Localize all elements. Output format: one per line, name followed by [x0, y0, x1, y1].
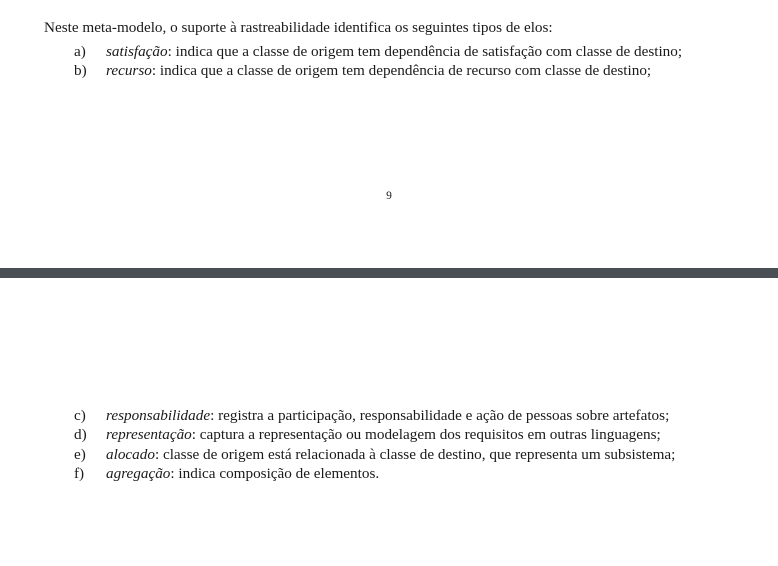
- list-item: [44, 61, 744, 80]
- list-item-term: recurso: [106, 62, 152, 80]
- list-item-text: [106, 425, 744, 444]
- list-item-term: responsabilidade: [106, 407, 211, 424]
- list-item-text: [106, 61, 744, 80]
- list-item-marker: b): [74, 62, 87, 80]
- document-page-top: [0, 0, 778, 268]
- intro-paragraph: Neste meta-modelo, o suporte à rastreabilidade identifica os seguintes tipos de elos:: [44, 19, 553, 36]
- list-item-text: [106, 406, 744, 425]
- list-item: [44, 464, 744, 483]
- page-number: 9: [386, 190, 392, 202]
- list-item-text: [106, 445, 744, 464]
- list-item: [44, 445, 744, 464]
- list-item-term: representação: [106, 426, 192, 444]
- list-item: [44, 425, 744, 444]
- list-item-marker: a): [74, 43, 86, 60]
- list-item-body: : indica que a classe de origem tem dependência de satisfação com classe de destino;: [167, 43, 683, 60]
- list-item-body: : indica que a classe de origem tem dependência de recurso com classe de destino;: [151, 62, 652, 80]
- list-item-term: satisfação: [106, 43, 168, 60]
- list-item-body: : indica composição de elementos.: [170, 464, 380, 482]
- list-item: [44, 406, 744, 425]
- document-page-bottom: [0, 278, 778, 566]
- list-item-body: : captura a representação ou modelagem dos requisitos em outras linguagens;: [191, 426, 661, 444]
- list-item-term: alocado: [106, 445, 155, 463]
- list-item-text: [106, 42, 744, 61]
- list-item-body: : classe de origem está relacionada à classe de destino, que representa um subsistema;: [154, 445, 676, 463]
- list-item-text: [106, 464, 744, 483]
- link-types-list-bottom: [44, 406, 744, 483]
- link-types-list-top: [44, 42, 744, 81]
- list-item-marker: e): [74, 445, 86, 463]
- list-item: [44, 42, 744, 61]
- list-item-marker: d): [74, 426, 87, 444]
- list-item-marker: c): [74, 407, 86, 424]
- page-separator-bar: [0, 268, 778, 278]
- list-item-term: agregação: [106, 464, 171, 482]
- list-item-marker: f): [74, 464, 85, 482]
- list-item-body: : registra a participação, responsabilidade e ação de pessoas sobre artefatos;: [210, 407, 670, 424]
